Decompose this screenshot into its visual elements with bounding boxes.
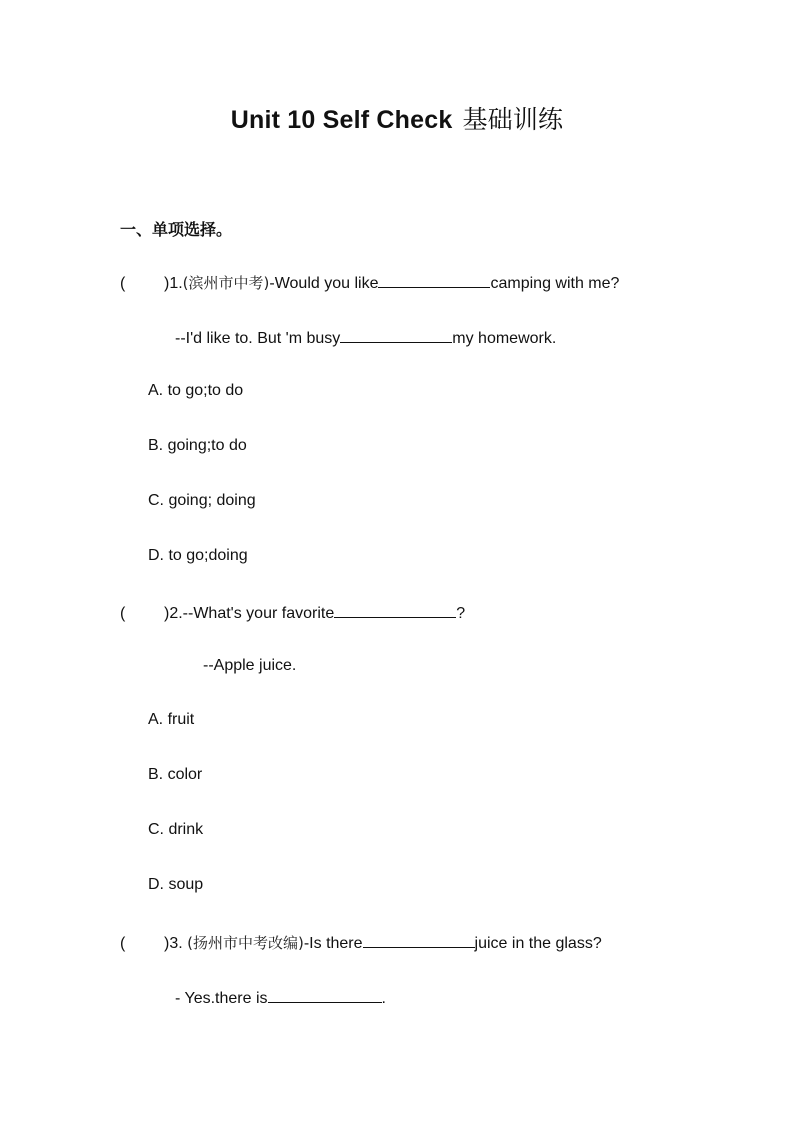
question-2-reply: --Apple juice. [203, 657, 297, 674]
question-text-before: --What's your favorite [182, 605, 335, 622]
question-text-after: ? [456, 605, 466, 622]
answer-paren-close: ) [164, 275, 170, 292]
option-a: A. fruit [148, 711, 195, 728]
option-d: D. to go;doing [148, 547, 248, 564]
option-a: A. to go;to do [148, 382, 244, 399]
reply-text-after: . [381, 990, 386, 1007]
answer-paren-open: ( [120, 605, 126, 622]
title-chinese: 基础训练 [462, 105, 564, 134]
question-text-after: juice in the glass? [474, 935, 602, 952]
answer-paren-close: ) [164, 935, 170, 952]
question-number: 1. [169, 275, 183, 292]
section-heading: 一、单项选择。 [120, 220, 233, 239]
answer-paren-open: ( [120, 935, 126, 952]
fill-blank [268, 987, 382, 1003]
option-d: D. soup [148, 876, 204, 893]
option-c: C. going; doing [148, 492, 256, 509]
question-text-after: camping with me? [490, 275, 620, 292]
question-text-before: -Is there [303, 935, 363, 952]
question-source: (滨州市中考) [182, 274, 270, 292]
option-b: B. going;to do [148, 437, 247, 454]
question-number: 3. [169, 935, 188, 952]
reply-text-after: my homework. [452, 330, 557, 347]
fill-blank [340, 327, 452, 343]
question-3-stem [120, 932, 602, 953]
option-b: B. color [148, 766, 203, 783]
question-text-before: -Would you like [269, 275, 379, 292]
answer-paren-close: ) [164, 605, 170, 622]
question-2-stem [120, 602, 465, 623]
fill-blank [363, 932, 475, 948]
reply-text-before: --I'd like to. But 'm busy [175, 330, 341, 347]
reply-text-before: - Yes.there is [175, 990, 268, 1007]
question-1-stem [120, 272, 619, 293]
question-source: (扬州市中考改编) [187, 934, 304, 952]
page-title [0, 100, 794, 136]
title-english: Unit 10 Self Check [230, 106, 453, 134]
fill-blank [378, 272, 490, 288]
question-number: 2. [169, 605, 183, 622]
answer-paren-open: ( [120, 275, 126, 292]
question-3-reply [175, 987, 386, 1008]
fill-blank [334, 602, 456, 618]
option-c: C. drink [148, 821, 204, 838]
question-1-reply [175, 327, 556, 348]
